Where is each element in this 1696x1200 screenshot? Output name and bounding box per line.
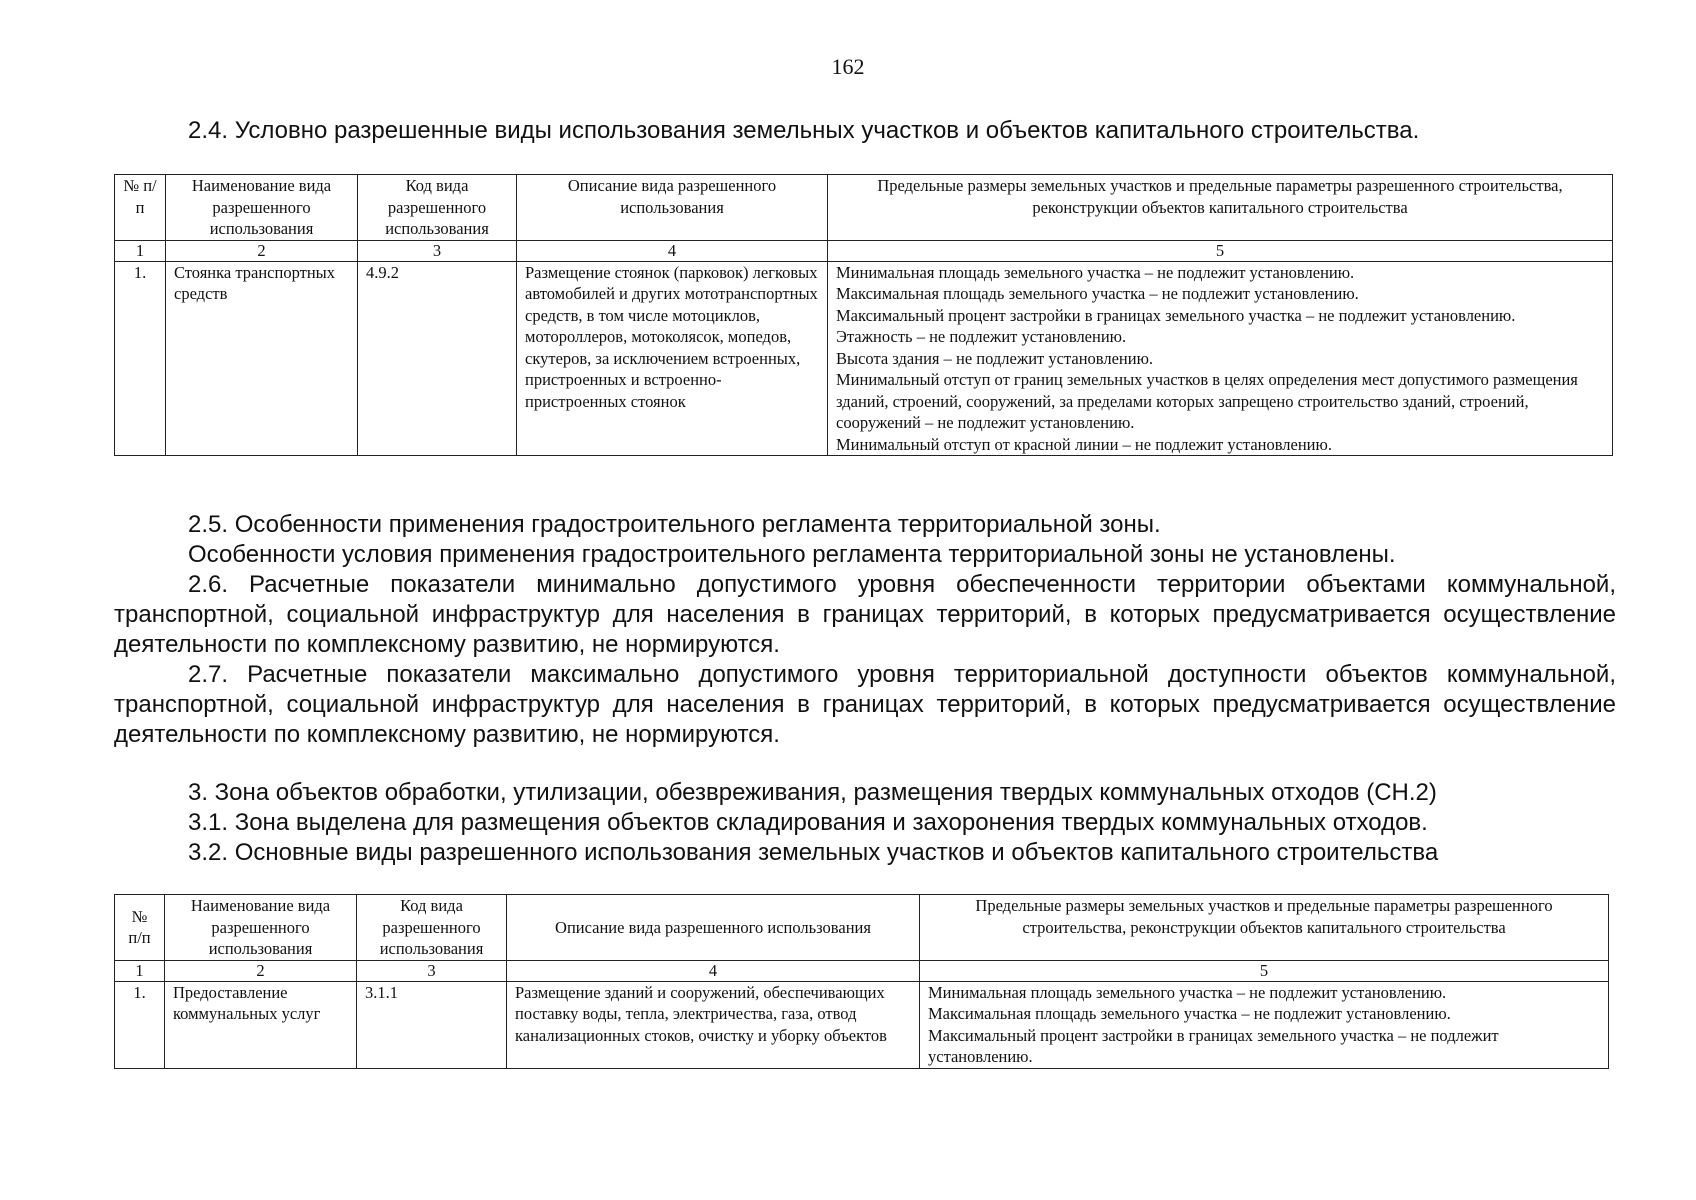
- limit-line: Минимальная площадь земельного участка – не подлежит установлению.: [928, 982, 1447, 1002]
- column-number: 5: [828, 240, 1613, 261]
- row-number: 1.: [115, 261, 166, 456]
- row-description: Размещение стоянок (парковок) легковых автомобилей и других мототранспортных средств, в том числе мотоциклов, мотороллеров, мотоколясок, мопедов, скутеров, за исключением встроенных, пристроенных и встроенно-пристроенных стоянок: [517, 261, 828, 456]
- section-2-4-heading: 2.4. Условно разрешенные виды использования земельных участков и объектов капитального строительства.: [188, 117, 1420, 144]
- section-3-heading: 3. Зона объектов обработки, утилизации, обезвреживания, размещения твердых коммунальных отходов (СН.2): [188, 779, 1437, 806]
- limit-line: Высота здания – не подлежит установлению.: [836, 348, 1154, 368]
- header-description: Описание вида разрешенного использования: [507, 895, 920, 961]
- header-description: Описание вида разрешенного использования: [517, 175, 828, 241]
- column-number: 5: [920, 960, 1609, 981]
- table-row: [115, 981, 1609, 1068]
- limit-line: Максимальный процент застройки в границах земельного участка – не подлежит установлению.: [836, 305, 1516, 325]
- row-limits: [920, 981, 1609, 1068]
- header-limits: Предельные размеры земельных участков и предельные параметры разрешенного строительства, реконструкции объектов капитального строительства: [828, 175, 1613, 241]
- column-number: 2: [166, 240, 358, 261]
- row-code: 4.9.2: [358, 261, 517, 456]
- column-numbers-row: [115, 240, 1613, 261]
- limit-line: Этажность – не подлежит установлению.: [836, 327, 1127, 346]
- column-number: 1: [115, 240, 166, 261]
- section-2-6-text: 2.6. Расчетные показатели минимально допустимого уровня обеспеченности территории объектами коммунальной, транспортной, социальной инфраструктур для населения в границах территорий, в которых предусматривается осуществление деятельности по комплексному развитию, не нормируются.: [114, 571, 1616, 658]
- section-2-7-text: 2.7. Расчетные показатели максимально допустимого уровня территориальной доступности объектов коммунальной, транспортной, социальной инфраструктур для населения в границах территорий, в которых предусматривается осуществление деятельности по комплексному развитию, не нормируются.: [114, 661, 1616, 748]
- row-limits: [828, 261, 1613, 456]
- limit-line: Максимальный процент застройки в границах земельного участка – не подлежит установлению.: [928, 1025, 1499, 1066]
- column-number: 4: [507, 960, 920, 981]
- column-number: 1: [115, 960, 165, 981]
- header-number: № п/п: [115, 895, 165, 961]
- table-conditional-uses: [114, 174, 1613, 456]
- limit-line: Минимальный отступ от границ земельных участков в целях определения мест допустимого размещения зданий, строений, сооружений, за пределами которых запрещено строительство зданий, строений, сооружений – не подлежит установлению.: [836, 370, 1578, 432]
- row-code: 3.1.1: [357, 981, 507, 1068]
- header-name: Наименование вида разрешенного использования: [166, 175, 358, 241]
- table-main-uses: [114, 894, 1609, 1069]
- section-2-5-heading: 2.5. Особенности применения градостроительного регламента территориальной зоны.: [188, 511, 1161, 538]
- row-name: Предоставление коммунальных услуг: [165, 981, 357, 1068]
- row-number: 1.: [115, 981, 165, 1068]
- column-numbers-row: [115, 960, 1609, 981]
- header-name: Наименование вида разрешенного использования: [165, 895, 357, 961]
- row-name: Стоянка транспортных средств: [166, 261, 358, 456]
- table-header-row: [115, 895, 1609, 961]
- limit-line: Максимальная площадь земельного участка – не подлежит установлению.: [836, 284, 1359, 303]
- column-number: 2: [165, 960, 357, 981]
- limit-line: Максимальная площадь земельного участка – не подлежит установлению.: [928, 1004, 1451, 1023]
- limit-line: Минимальная площадь земельного участка – не подлежит установлению.: [836, 262, 1355, 282]
- limit-line: Минимальный отступ от красной линии – не подлежит установлению.: [836, 434, 1332, 454]
- column-number: 3: [358, 240, 517, 261]
- header-code: Код вида разрешенного использования: [358, 175, 517, 241]
- column-number: 4: [517, 240, 828, 261]
- section-3-1-text: 3.1. Зона выделена для размещения объектов складирования и захоронения твердых коммунальных отходов.: [188, 809, 1428, 836]
- page-number: 162: [831, 54, 865, 79]
- table-header-row: [115, 175, 1613, 241]
- column-number: 3: [357, 960, 507, 981]
- section-3-2-heading: 3.2. Основные виды разрешенного использования земельных участков и объектов капитального строительства: [188, 839, 1439, 866]
- header-limits: Предельные размеры земельных участков и предельные параметры разрешенного строительства, реконструкции объектов капитального строительства: [920, 895, 1609, 961]
- table-row: [115, 261, 1613, 456]
- row-description: Размещение зданий и сооружений, обеспечивающих поставку воды, тепла, электричества, газа, отвод канализационных стоков, очистку и уборку объектов: [507, 981, 920, 1068]
- header-number: № п/п: [115, 175, 166, 241]
- section-2-5-text: Особенности условия применения градостроительного регламента территориальной зоны не установлены.: [188, 541, 1396, 568]
- header-code: Код вида разрешенного использования: [357, 895, 507, 961]
